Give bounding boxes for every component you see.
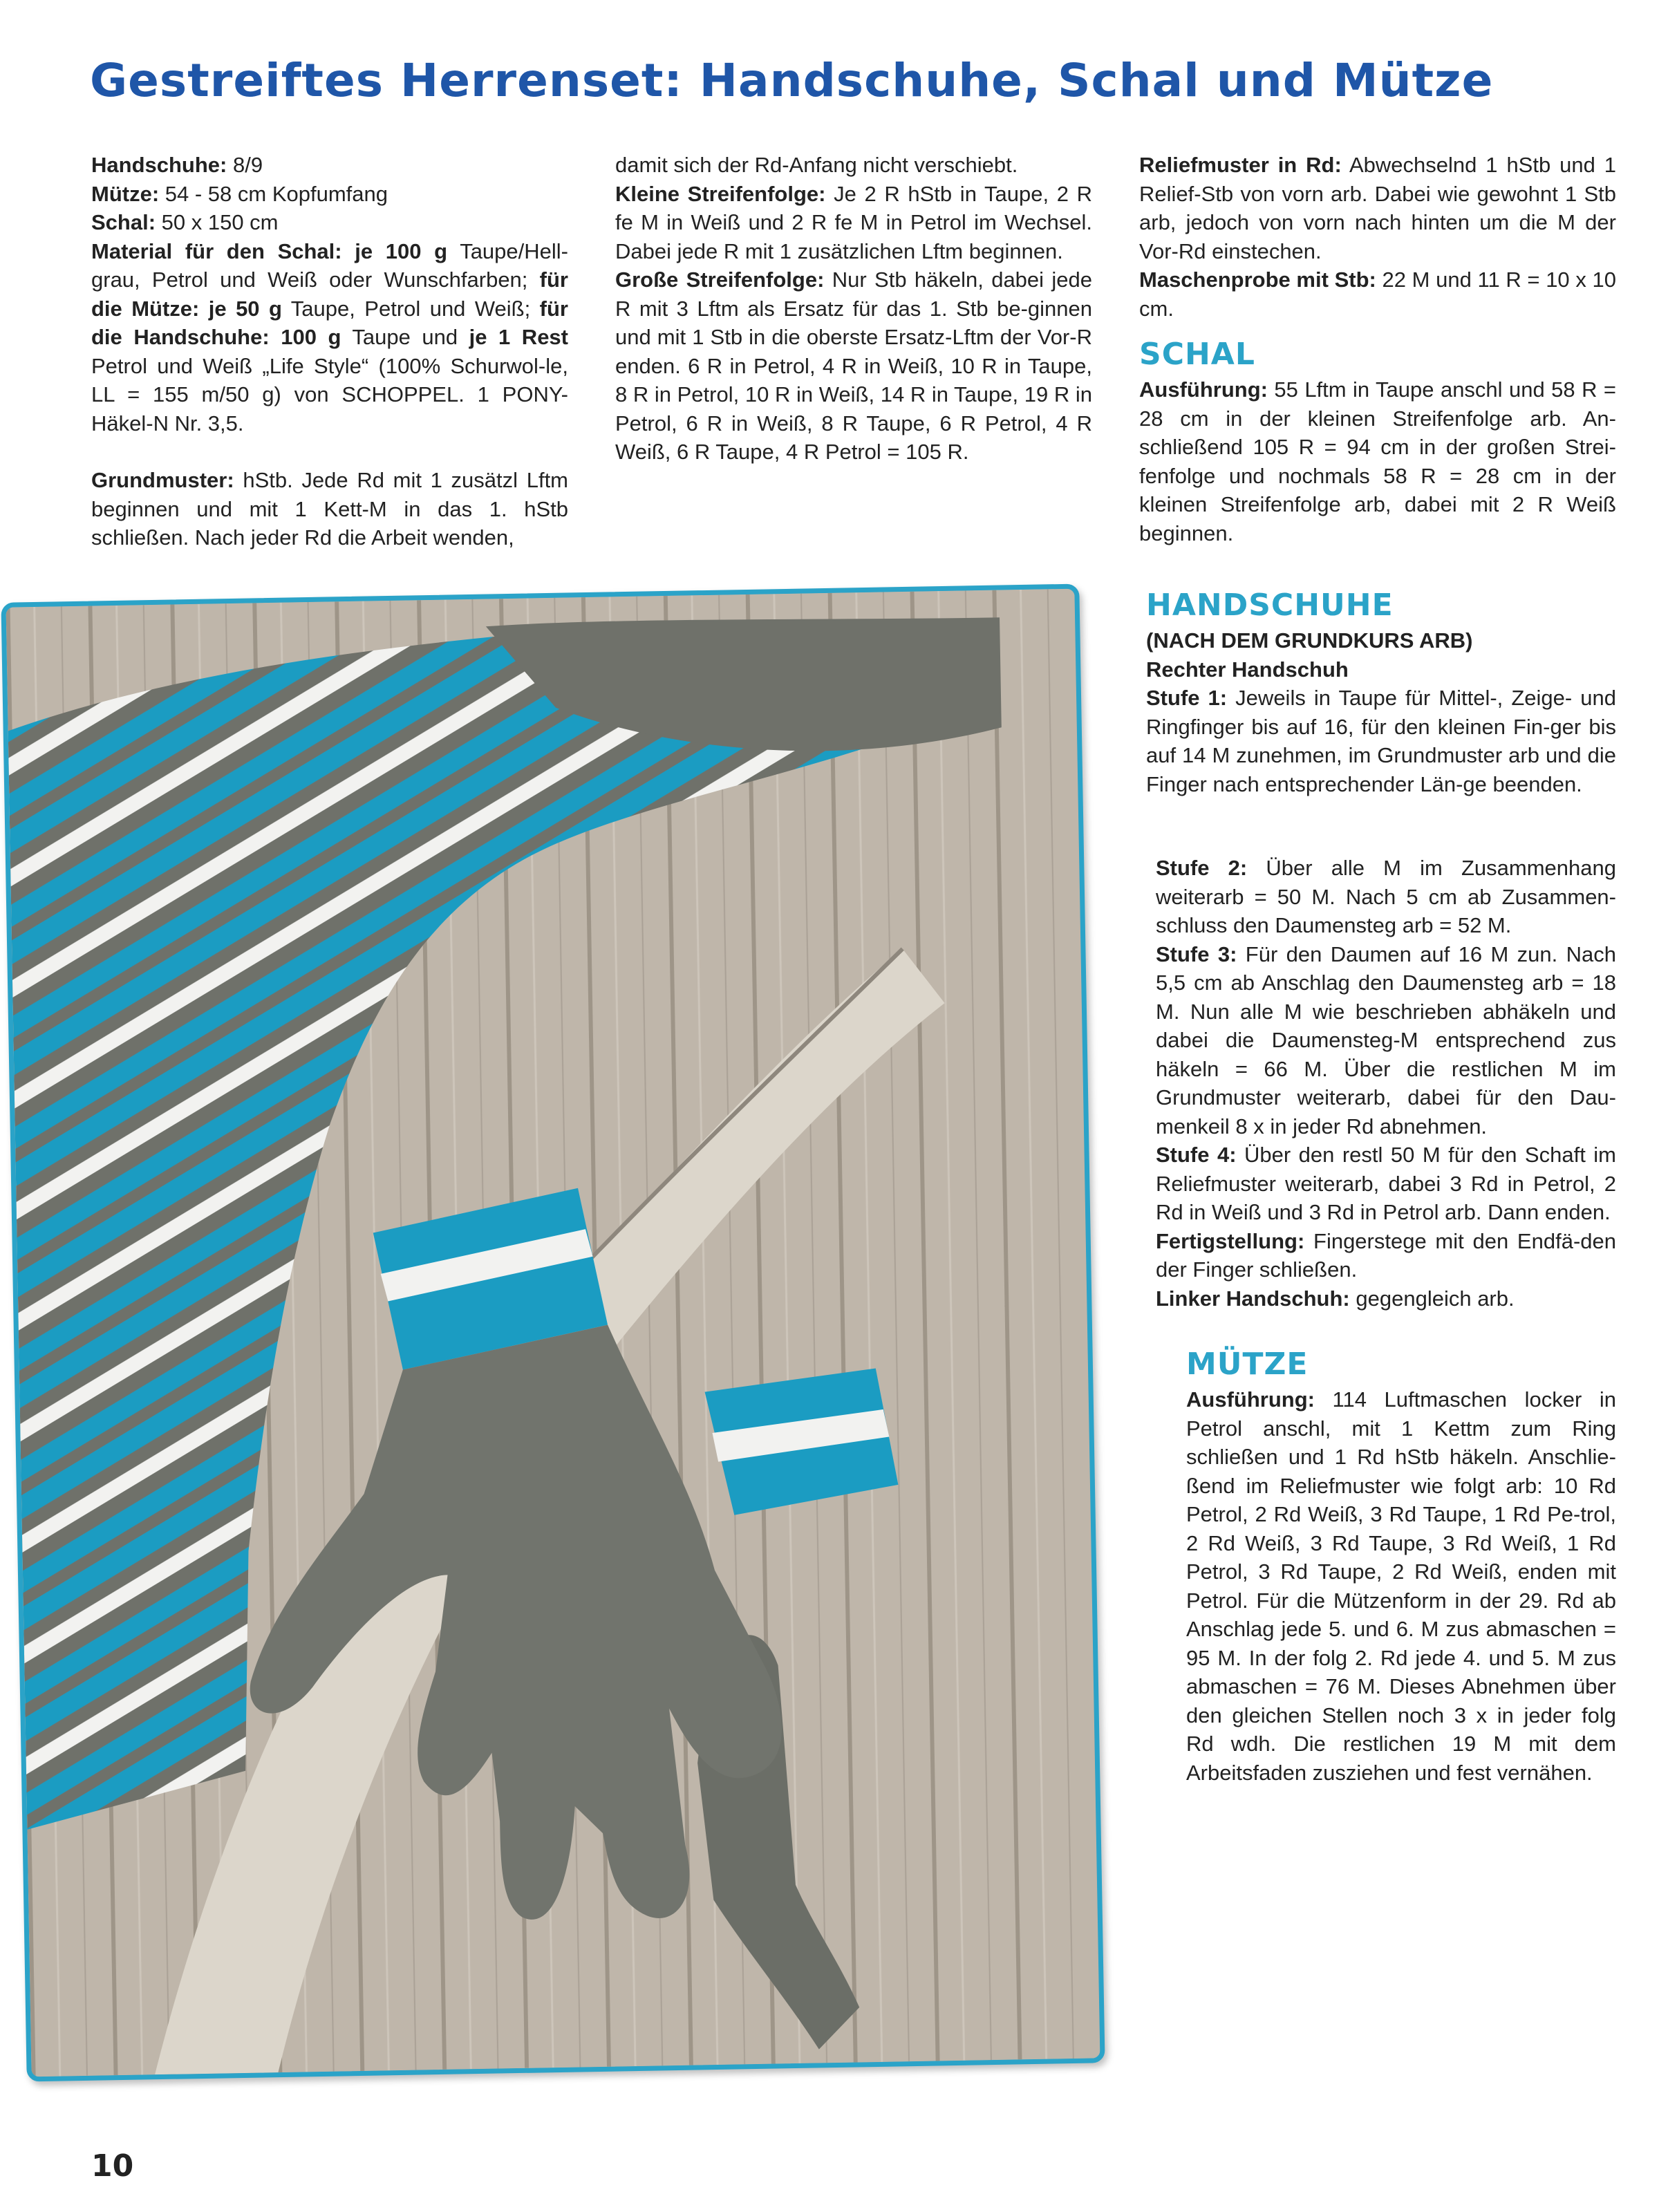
reliefmuster-text: Reliefmuster in Rd: Abwechselnd 1 hStb und 1 Relief-Stb von vorn arb. Dabei wie gewohnt 1 Stb arb, jedoch von vorn nach hinten um die M der Vor-Rd einstechen.	[1139, 153, 1616, 263]
linker-handschuh-text: Linker Handschuh: gegengleich arb.	[1156, 1286, 1515, 1311]
section-head-schal: SCHAL	[1139, 337, 1255, 372]
size-handschuhe: Handschuhe: 8/9	[91, 153, 263, 177]
grosse-streifenfolge-text: Große Streifenfolge: Nur Stb häkeln, dabei jede R mit 3 Lftm als Ersatz für das 1. Stb be-ginnen und mit 1 Stb in die oberste Ersatz-Lftm der Vor-R enden. 6 R in Petrol, 4 R in Weiß, 10 R in Taupe, 8 R in Petrol, 10 R in Weiß, 14 R in Taupe, 19 R in Petrol, 6 R in Weiß, 8 R Taupe, 6 R Petrol, 4 R Weiß, 6 R Taupe, 4 R Petrol = 105 R.	[615, 268, 1092, 464]
stufe-2-text: Stufe 2: Über alle M im Zusammenhang weiterarb = 50 M. Nach 5 cm ab Zusammen-schluss den Daumensteg arb = 52 M.	[1156, 856, 1616, 937]
size-schal: Schal: 50 x 150 cm	[91, 210, 279, 234]
column-3	[1139, 151, 1616, 547]
stufe-1-text: Stufe 1: Jeweils in Taupe für Mittel-, Zeige- und Ringfinger bis auf 16, für den kleinen Fin-ger bis auf 14 M zunehmen, im Grundmuster arb und die Finger nach entsprechender Län-ge beenden.	[1146, 686, 1616, 796]
kleine-streifenfolge-text: Kleine Streifenfolge: Je 2 R hStb in Taupe, 2 R fe M in Weiß und 2 R fe M in Petrol im Wechsel. Dabei jede R mit 1 zusätzlichen Lftm beginnen.	[615, 181, 1092, 263]
stufe-4-text: Stufe 4: Über den restl 50 M für den Schaft im Reliefmuster weiterarb, dabei 3 Rd in Petrol, 2 Rd in Weiß und 3 Rd in Petrol arb. Dann enden.	[1156, 1143, 1616, 1224]
column-2	[615, 151, 1092, 467]
section-head-handschuhe: HANDSCHUHE	[1146, 588, 1394, 623]
grundmuster-text: Grundmuster: hStb. Jede Rd mit 1 zusätzl Lftm beginnen und mit 1 Kett-M in das 1. hStb schließen. Nach jeder Rd die Arbeit wenden,	[91, 468, 568, 550]
column-1	[91, 151, 568, 552]
muetze-ausfuehrung-text: Ausführung: 114 Luftmaschen locker in Petrol anschl, mit 1 Kettm zum Ring schließen und 1 Rd hStb häkeln. Anschlie-ßend im Reliefmuster wie folgt arb: 10 Rd Petrol, 2 Rd Weiß, 3 Rd Taupe, 1 Rd Pe-trol, 2 Rd Weiß, 3 Rd Taupe, 3 Rd Weiß, 1 Rd Petrol, 3 Rd Taupe, 2 Rd Weiß, enden mit Petrol. Für die Mützenform in der 29. Rd ab Anschlag jede 5. und 6. M zus abmaschen = 95 M. In der folg 2. Rd jede 4. und 5. M zus abmaschen = 76 M. Dieses Abnehmen über den gleichen Stellen noch 3 x in jeder folg Rd wdh. Die restlichen 19 M mit dem Arbeitsfaden zusziehen und fest vernähen.	[1186, 1387, 1616, 1785]
maschenprobe-text: Maschenprobe mit Stb: 22 M und 11 R = 10 x 10 cm.	[1139, 268, 1616, 321]
page-number: 10	[91, 2148, 134, 2184]
stufe-3-text: Stufe 3: Für den Daumen auf 16 M zun. Nach 5,5 cm ab Anschlag den Daumensteg arb = 18 M. Nun alle M wie beschrieben abhäkeln und dabei die Daumensteg-M entsprechend zus häkeln = 66 M. Über die restlichen M im Grundmuster weiterarb, dabei für den Dau-menkeil 8 x in jeder Rd abnehmen.	[1156, 941, 1616, 1138]
gloves-scarf-illustration	[6, 589, 1100, 2077]
product-photo	[1, 584, 1105, 2082]
page-title: Gestreiftes Herrenset: Handschuhe, Schal und Mütze	[90, 54, 1494, 107]
material-text: Material für den Schal: je 100 g Taupe/Hell-grau, Petrol und Weiß oder Wunschfarben; für die Mütze: je 50 g Taupe, Petrol und Weiß; für die Handschuhe: 100 g Taupe und je 1 Rest Petrol und Weiß „Life Style“ (100% Schurwol-le, LL = 155 m/50 g) von SCHOPPEL. 1 PONY-Häkel-N Nr. 3,5.	[91, 238, 568, 435]
handschuhe-section	[1146, 588, 1616, 798]
handschuhe-steps	[1156, 854, 1616, 1313]
handschuhe-subhead: (NACH DEM GRUNDKURS ARB)	[1146, 628, 1473, 653]
grundmuster-continuation: damit sich der Rd-Anfang nicht verschiebt.	[615, 153, 1018, 177]
size-muetze: Mütze: 54 - 58 cm Kopfumfang	[91, 181, 388, 206]
muetze-section	[1186, 1347, 1616, 1787]
fertigstellung-text: Fertigstellung: Fingerstege mit den Endfä-den der Finger schließen.	[1156, 1228, 1616, 1282]
schal-ausfuehrung-text: Ausführung: 55 Lftm in Taupe anschl und 58 R = 28 cm in der kleinen Streifenfolge arb. An-schließend 105 R = 94 cm in der großen Strei-fenfolge und nochmals 58 R = 28 cm in der kleinen Streifenfolge arb, dabei mit 2 R Weiß beginnen.	[1139, 377, 1616, 545]
rechter-handschuh-head: Rechter Handschuh	[1146, 657, 1349, 682]
section-head-muetze: MÜTZE	[1186, 1347, 1309, 1382]
